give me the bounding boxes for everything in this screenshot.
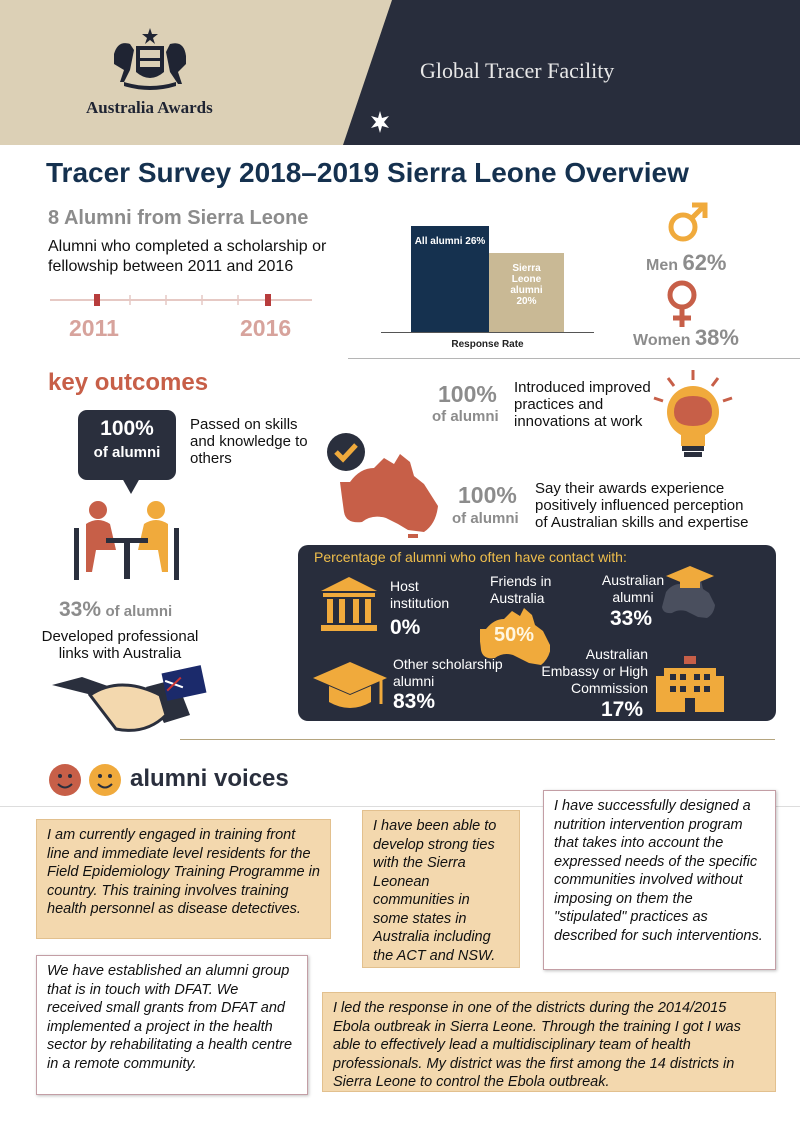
skills-bubble bbox=[78, 410, 176, 480]
handshake-icon bbox=[50, 665, 210, 735]
men-label: Men bbox=[646, 257, 678, 274]
australia-graduate-icon bbox=[662, 566, 718, 622]
brand-name: Australia Awards bbox=[86, 98, 213, 117]
male-symbol-icon bbox=[666, 200, 710, 244]
timeline bbox=[50, 290, 312, 310]
other-label: Other scholarship alumni bbox=[393, 656, 503, 689]
women-pct: 38% bbox=[694, 325, 739, 350]
women-stat bbox=[633, 325, 739, 351]
skills-of-alumni: of alumni bbox=[93, 444, 161, 461]
skills-text: Passed on skills and knowledge to others bbox=[190, 416, 308, 467]
timeline-end-year: 2016 bbox=[240, 315, 292, 341]
meeting-people-icon bbox=[72, 498, 180, 582]
chart-baseline bbox=[381, 332, 594, 333]
contact-panel-title: Percentage of alumni who often have contact with: bbox=[314, 549, 627, 565]
alumni-voices-heading: alumni voices bbox=[130, 765, 289, 792]
lightbulb-brain-icon bbox=[648, 368, 738, 460]
links-pct: 33% bbox=[59, 598, 102, 621]
friends-value: 50% bbox=[494, 624, 535, 646]
embassy-label: Australian Embassy or High Commission bbox=[541, 646, 648, 696]
graduation-cap-icon bbox=[311, 660, 389, 716]
alumni-description: Alumni who completed a scholarship or fellowship between 2011 and 2016 bbox=[48, 238, 327, 275]
perception-of-alumni: of alumni bbox=[452, 510, 519, 527]
links-stat bbox=[59, 598, 172, 622]
friends-label: Friends in Australia bbox=[490, 573, 552, 606]
aus-alumni-label: Australian alumni bbox=[601, 572, 665, 605]
bar-all-alumni: All alumni 26% bbox=[411, 226, 489, 332]
page-title: Tracer Survey 2018–2019 Sierra Leone Overview bbox=[46, 157, 689, 188]
quote-card: I am currently engaged in training front line and immediate level residents for the Field Epidemiology Training Programme in country. This training involves training health personnel as disease detectives. bbox=[36, 819, 331, 939]
men-pct: 62% bbox=[682, 250, 727, 275]
embassy-value: 17% bbox=[601, 698, 644, 721]
quote-card: I have been able to develop strong ties with the Sierra Leonean communities in some states in Australia including the ACT and NSW. bbox=[362, 810, 520, 968]
bubble-tail bbox=[122, 478, 140, 494]
divider bbox=[180, 739, 775, 740]
facility-name: Global Tracer Facility bbox=[420, 58, 615, 83]
quote-card: I have successfully designed a nutrition intervention program that takes into account the expressed needs of the specific communities involved without imposing on them the "stipulated" practices as described for such interventions. bbox=[543, 790, 776, 970]
practices-of-alumni: of alumni bbox=[432, 408, 499, 425]
perception-text: Say their awards experience positively influenced perception of Australian skills and expertise bbox=[535, 480, 749, 531]
links-of-alumni: of alumni bbox=[105, 603, 173, 620]
perception-pct: 100% bbox=[458, 482, 517, 508]
practices-pct: 100% bbox=[438, 381, 497, 407]
host-label: Host institution bbox=[390, 578, 450, 611]
quote-card: We have established an alumni group that is in touch with DFAT. We received small grants from DFAT and implemented a project in the health sector by rehabilitating a health centre in a remote community. bbox=[36, 955, 308, 1095]
coat-of-arms-logo bbox=[104, 26, 196, 96]
quote-card: I led the response in one of the districts during the 2014/2015 Ebola outbreak in Sierra Leone. Through the training I got I was able to effectively lead a multidisciplinary team of health professionals. My district was the first among the 14 districts in Sierra Leone to control the Ebola outbreak. bbox=[322, 992, 776, 1092]
women-label: Women bbox=[633, 332, 691, 349]
female-symbol-icon bbox=[662, 278, 702, 330]
bar-sierra-leone-alumni: Sierra Leone alumni 20% bbox=[489, 253, 564, 332]
australia-map-icon bbox=[338, 448, 446, 538]
smiley-faces-icon bbox=[48, 762, 124, 798]
star-icon bbox=[369, 111, 391, 133]
aus-alumni-value: 33% bbox=[610, 607, 653, 630]
links-text: Developed professional links with Australia bbox=[41, 628, 199, 662]
chart-x-label: Response Rate bbox=[451, 339, 524, 350]
practices-text: Introduced improved practices and innovations at work bbox=[514, 379, 651, 430]
host-value: 0% bbox=[390, 616, 421, 639]
embassy-building-icon bbox=[654, 656, 726, 716]
divider bbox=[348, 358, 800, 359]
other-value: 83% bbox=[393, 690, 436, 713]
key-outcomes-heading: key outcomes bbox=[48, 369, 209, 396]
timeline-start-year: 2011 bbox=[69, 315, 119, 341]
skills-pct: 100% bbox=[100, 417, 154, 440]
institution-building-icon bbox=[319, 575, 379, 633]
men-stat bbox=[646, 250, 727, 276]
alumni-count: 8 Alumni from Sierra Leone bbox=[48, 207, 309, 229]
